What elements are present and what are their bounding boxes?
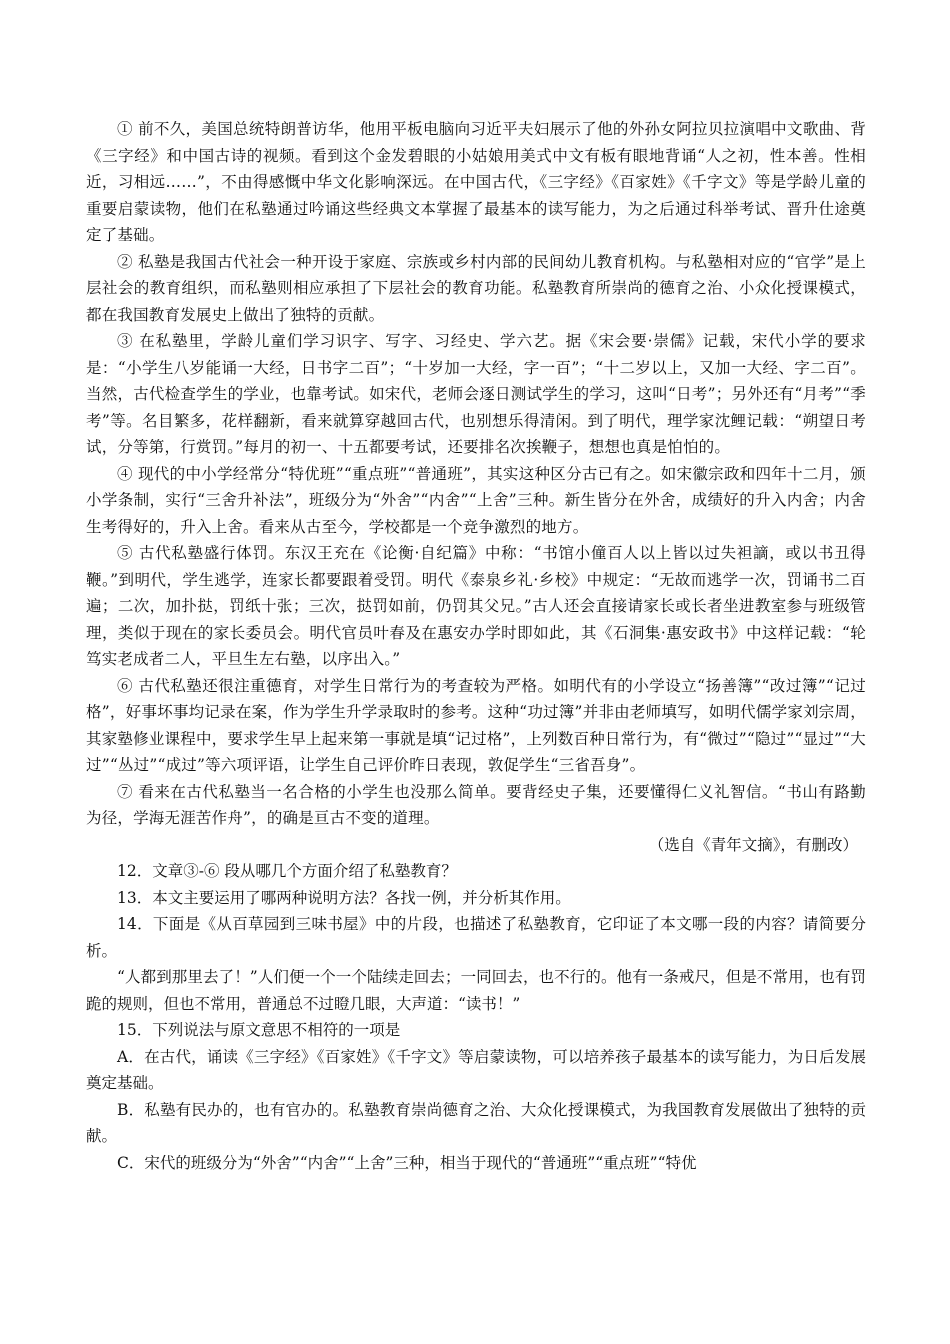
article-paragraph-4: ④ 现代的中小学经常分“特优班”“重点班”“普通班”，其实这种区分古已有之。如宋徽宗政和四年十二月，颁小学条制，实行“三舍升补法”，班级分为“外舍”“内舍”“上舍”三种。新生皆分在外舍，成绩好的升入内舍；内舍生考得好的，升入上舍。看来从古至今，学校都是一个竞争激烈的地方。: [86, 464, 866, 536]
article-paragraph-6: ⑥ 古代私塾还很注重德育，对学生日常行为的考查较为严格。如明代有的小学设立“扬善簿”“改过簿”“记过格”，好事坏事均记录在案，作为学生升学录取时的参考。这种“功过簿”并非由老师填写，如明代儒学家刘宗周，其家塾修业课程中，要求学生早上起来第一事就是填“记过格”，上列数百种日常行为，有“微过”“隐过”“显过”“大过”“丛过”“成过”等六项评语，让学生自己评价昨日表现，敦促学生“三省吾身”。: [86, 676, 866, 774]
article-paragraph-2: ② 私塾是我国古代社会一种开设于家庭、宗族或乡村内部的民间幼儿教育机构。与私塾相对应的“官学”是上层社会的教育组织，而私塾则相应承担了下层社会的教育功能。私塾教育所崇尚的德育之治、小众化授课模式，都在我国教育发展史上做出了独特的贡献。: [86, 252, 866, 324]
option-b: B．私塾有民办的，也有官办的。私塾教育崇尚德育之治、大众化授课模式，为我国教育发展做出了独特的贡献。: [86, 1100, 866, 1145]
question-14: 14．下面是《从百草园到三味书屋》中的片段，也描述了私塾教育，它印证了本文哪一段的内容？请简要分析。: [86, 915, 866, 960]
document-page: [86, 116, 866, 1176]
option-c: C．宋代的班级分为“外舍”“内舍”“上舍”三种，相当于现代的“普通班”“重点班”“特优: [117, 1153, 697, 1172]
article-paragraph-7: ⑦ 看来在古代私塾当一名合格的小学生也没那么简单。要背经史子集，还要懂得仁义礼智信。“书山有路勤为径，学海无涯苦作舟”，的确是亘古不变的道理。: [86, 782, 866, 827]
question-13: 13．本文主要运用了哪两种说明方法？各找一例，并分析其作用。: [117, 888, 571, 907]
question-14-excerpt: “人都到那里去了！”人们便一个一个陆续走回去；一同回去，也不行的。他有一条戒尺，但是不常用，也有罚跪的规则，但也不常用，普通总不过瞪几眼，大声道：“读书！”: [86, 968, 866, 1013]
question-12: 12．文章③-⑥ 段从哪几个方面介绍了私塾教育？: [117, 862, 457, 880]
article-paragraph-1: ① 前不久，美国总统特朗普访华，他用平板电脑向习近平夫妇展示了他的外孙女阿拉贝拉演唱中文歌曲、背《三字经》和中国古诗的视频。看到这个金发碧眼的小姑娘用美式中文有板有眼地背诵“人之初，性本善。性相近，习相远……”，不由得感慨中华文化影响深远。在中国古代，《三字经》《百家姓》《千字文》等是学龄儿童的重要启蒙读物，他们在私塾通过吟诵这些经典文本掌握了最基本的读写能力，为之后通过科举考试、晋升仕途奠定了基础。: [86, 120, 866, 244]
option-a: A．在古代，诵读《三字经》《百家姓》《千字文》等启蒙读物，可以培养孩子最基本的读写能力，为日后发展奠定基础。: [86, 1047, 866, 1092]
article-paragraph-3: ③ 在私塾里，学龄儿童们学习识字、写字、习经史、学六艺。据《宋会要·崇儒》记载，宋代小学的要求是：“小学生八岁能诵一大经，日书字二百”；“十岁加一大经，字一百”；“十二岁以上，又加一大经、字二百”。当然，古代检查学生的学业，也靠考试。如宋代，老师会逐日测试学生的学习，这叫“日考”；另外还有“月考”“季考”等。名目繁多，花样翻新，看来就算穿越回古代，也别想乐得清闲。到了明代，理学家沈鲤记载：“朔望日考试，分等第，行赏罚。”每月的初一、十五都要考试，还要排名次挨鞭子，想想也真是怕怕的。: [86, 332, 866, 456]
article-source: （选自《青年文摘》，有删改）: [648, 835, 858, 854]
article-paragraph-5: ⑤ 古代私塾盛行体罚。东汉王充在《论衡·自纪篇》中称：“书馆小僮百人以上皆以过失袒謫，或以书丑得鞭。”到明代，学生逃学，连家长都要跟着受罚。明代《泰泉乡礼·乡校》中规定：“无故而逃学一次，罚诵书二百遍；二次，加扑挞，罚纸十张；三次，挞罚如前，仍罚其父兄。”古人还会直接请家长或长者坐进教室参与班级管理，类似于现在的家长委员会。明代官员叶春及在惠安办学时即如此，其《石洞集·惠安政书》中这样记载：“轮笃实老成者二人，平旦生左右塾，以序出入。”: [86, 544, 866, 668]
question-15: 15．下列说法与原文意思不相符的一项是: [117, 1021, 401, 1039]
